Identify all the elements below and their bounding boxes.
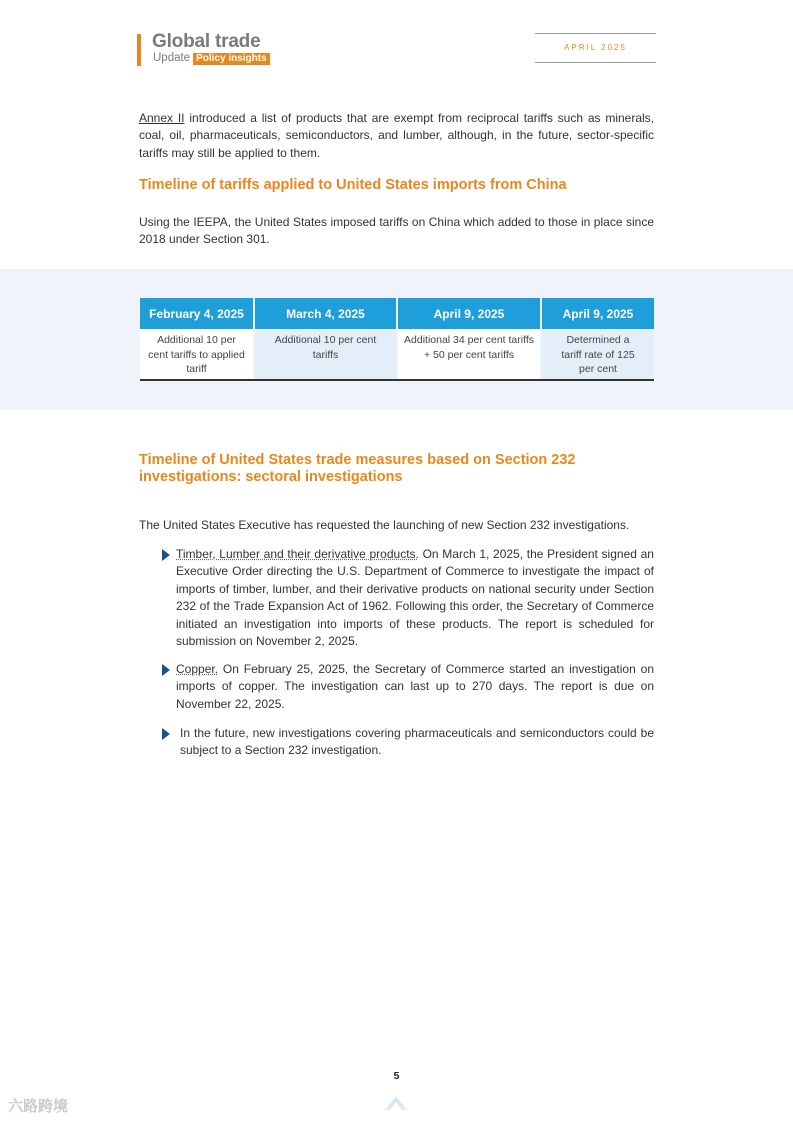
list-item-body: On March 1, 2025, the President signed an Executive Order directing the U.S. Department of Commerce to investigate the impact of imports of timber, lumber, and their derivative products on national security under Section 232 of the Trade Expansion Act of 1962. Following this order, the Secretary of Commerce initiated an investigation into imports of these products. The report is scheduled for submission on November 2, 2025.: [176, 547, 654, 649]
bullet-triangle-icon: [162, 664, 170, 676]
brand-badge: Policy insights: [193, 53, 270, 65]
table-header-cell: February 4, 2025: [140, 298, 254, 329]
timber-link[interactable]: Timber, Lumber and their derivative products.: [176, 547, 419, 561]
section1-paragraph: Using the IEEPA, the United States imposed tariffs on China which added to those in place since 2018 under Section 301.: [139, 215, 654, 247]
table-cell: Additional 10 per cent tariffs to applied tariff: [140, 329, 254, 380]
section-title-line: Timeline of United States trade measures based on Section 232: [139, 452, 576, 468]
watermark: 六路跨境: [8, 1098, 69, 1115]
copper-link[interactable]: Copper.: [176, 662, 219, 676]
table-cell: Determined a tariff rate of 125 per cent: [541, 329, 654, 380]
tariff-timeline-table: [140, 298, 654, 381]
list-item-body: On February 25, 2025, the Secretary of Commerce started an investigation on imports of copper. The investigation can last up to 270 days. The report is due on November 22, 2025.: [176, 662, 654, 711]
brand-subtitle: [153, 52, 270, 65]
bullet-triangle-icon: [162, 728, 170, 740]
table-header-cell: April 9, 2025: [541, 298, 654, 329]
section-title-line: investigations: sectoral investigations: [139, 469, 403, 485]
table-header-cell: April 9, 2025: [397, 298, 541, 329]
intro-paragraph: [139, 110, 654, 162]
table-header-row: [140, 298, 654, 329]
table-cell: Additional 10 per cent tariffs: [254, 329, 397, 380]
scroll-up-chevron-icon[interactable]: [383, 1090, 409, 1112]
list-item-text: In the future, new investigations covering pharmaceuticals and semiconductors could be subject to a Section 232 investigation.: [180, 726, 654, 758]
intro-text: introduced a list of products that are exempt from reciprocal tariffs such as minerals, coal, oil, pharmaceuticals, semiconductors, and lumber, although, in the future, sector-specific tariffs may still be applied to them.: [139, 111, 655, 160]
section-title-china-tariffs: Timeline of tariffs applied to United States imports from China: [139, 177, 567, 193]
brand-subtitle-text: Update: [153, 52, 191, 64]
section2-paragraph: The United States Executive has requested the launching of new Section 232 investigations.: [139, 518, 630, 532]
list-item-text: [176, 661, 654, 713]
table-row: [140, 329, 654, 380]
issue-date-box: [535, 33, 656, 63]
section-title-section-232: [139, 452, 659, 486]
issue-date: APRIL 2025: [564, 43, 627, 52]
brand-accent-bar: [137, 34, 141, 66]
annex-link[interactable]: Annex II: [139, 111, 185, 125]
bullet-triangle-icon: [162, 549, 170, 561]
list-item-text: [176, 546, 654, 650]
brand-title: Global trade: [152, 31, 261, 52]
page-number: 5: [393, 1070, 400, 1082]
table-header-cell: March 4, 2025: [254, 298, 397, 329]
table-cell: Additional 34 per cent tariffs + 50 per cent tariffs: [397, 329, 541, 380]
